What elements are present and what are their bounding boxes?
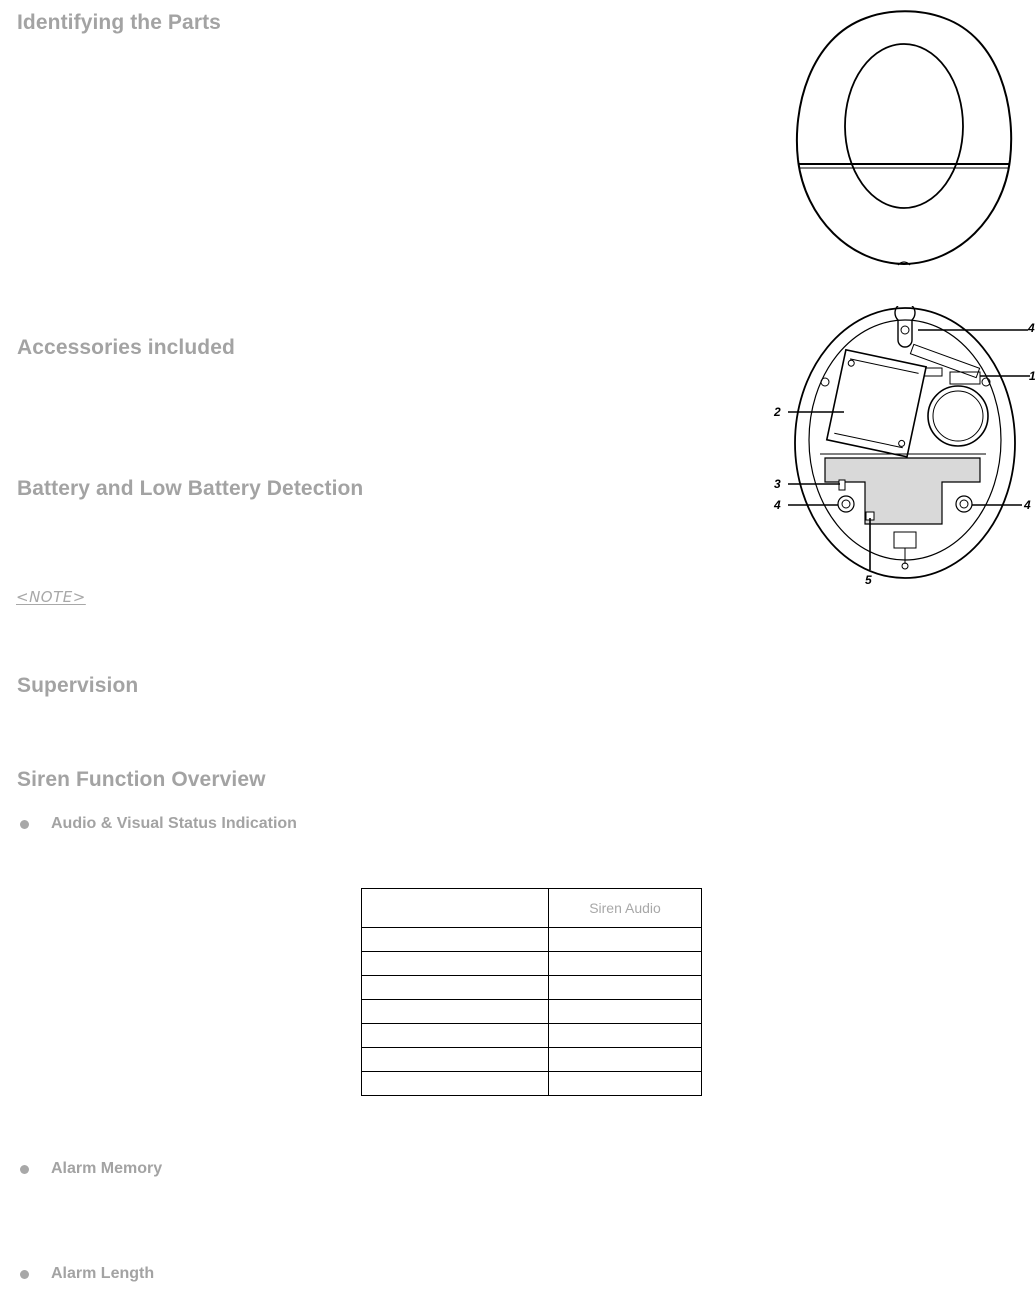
table-cell — [362, 1072, 549, 1096]
table-header-cell — [362, 889, 549, 928]
table-cell — [549, 1024, 702, 1048]
siren-front-illustration — [790, 8, 1020, 270]
heading-accessories: Accessories included — [17, 336, 235, 359]
table-cell — [549, 1000, 702, 1024]
table-cell — [549, 952, 702, 976]
table-row — [362, 928, 702, 952]
table-header-row — [362, 889, 702, 928]
table-cell — [362, 976, 549, 1000]
bullet-icon — [20, 1270, 29, 1279]
table-cell — [549, 928, 702, 952]
siren-status-table — [361, 888, 702, 1096]
table-cell — [362, 1024, 549, 1048]
callout-2: 2 — [774, 405, 781, 419]
callout-3: 3 — [774, 477, 781, 491]
table-cell — [549, 1072, 702, 1096]
table-cell — [362, 928, 549, 952]
note-label: <NOTE> — [16, 588, 86, 606]
heading-siren-overview: Siren Function Overview — [17, 768, 266, 791]
heading-identifying-parts: Identifying the Parts — [17, 11, 221, 34]
table-row — [362, 1048, 702, 1072]
table-header-cell: Siren Audio — [549, 889, 702, 928]
callout-4-top: 4 — [1028, 321, 1035, 335]
bullet-label: Alarm Length — [51, 1265, 155, 1282]
callout-4-left: 4 — [774, 498, 781, 512]
table-row — [362, 1024, 702, 1048]
bullet-label: Audio & Visual Status Indication — [51, 815, 297, 832]
bullet-alarm-memory — [20, 1160, 162, 1178]
callout-1: 1 — [1029, 369, 1036, 383]
table-cell — [362, 1000, 549, 1024]
bullet-audio-visual — [20, 815, 297, 833]
table-row — [362, 976, 702, 1000]
table-row — [362, 1072, 702, 1096]
table-cell — [362, 952, 549, 976]
table-row — [362, 1000, 702, 1024]
table-cell — [549, 1048, 702, 1072]
table-cell — [549, 976, 702, 1000]
heading-battery: Battery and Low Battery Detection — [17, 477, 364, 500]
callout-4-right: 4 — [1024, 498, 1031, 512]
bullet-icon — [20, 1165, 29, 1174]
bullet-icon — [20, 820, 29, 829]
table-row — [362, 952, 702, 976]
heading-supervision: Supervision — [17, 674, 139, 697]
table-cell — [362, 1048, 549, 1072]
bullet-label: Alarm Memory — [51, 1160, 163, 1177]
callout-5: 5 — [865, 573, 872, 587]
siren-back-illustration — [770, 306, 1036, 590]
bullet-alarm-length — [20, 1265, 154, 1283]
